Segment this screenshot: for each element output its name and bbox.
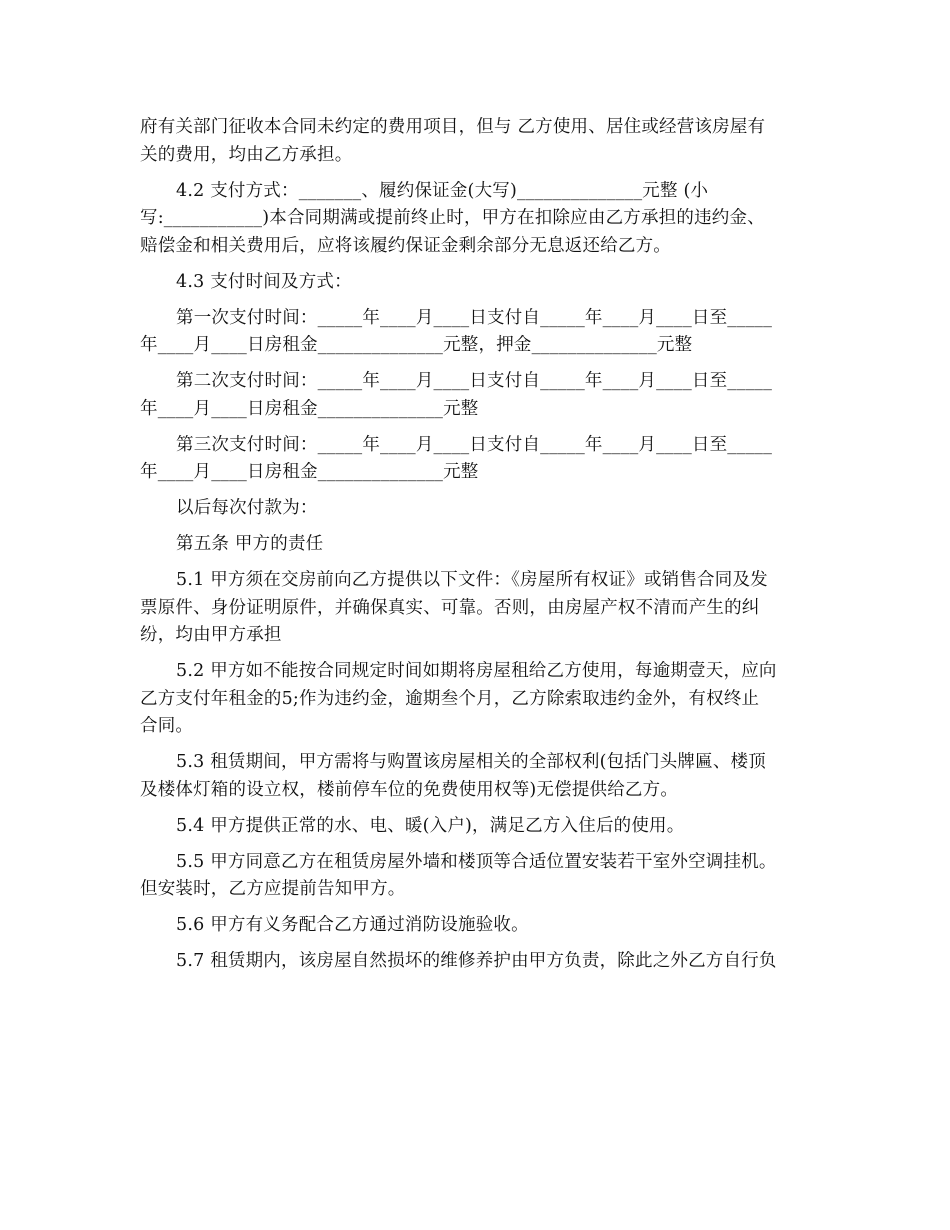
text-line: 5.2 甲方如不能按合同规定时间如期将房屋租给乙方使用，每逾期壹天，应向 [176,661,777,681]
text-line: 4.3 支付时间及方式： [176,271,352,292]
text-line: 年____月____日房租金______________元整，押金______________元整 [140,335,693,355]
text-line: 5.5 甲方同意乙方在租赁房屋外墙和楼顶等合适位置安装若干室外空调挂机。 [176,851,777,872]
clause-4-3 [140,269,820,297]
text-line: 5.7 租赁期内，该房屋自然损坏的维修养护由甲方负责，除此之外乙方自行负 [176,951,777,971]
text-line: 及楼体灯箱的设立权，楼前停车位的免费使用权等)无偿提供给乙方。 [140,779,679,800]
text-line: 5.3 租赁期间，甲方需将与购置该房屋相关的全部权利(包括门头牌匾、楼顶 [176,752,766,772]
text-line: 第三次支付时间：_____年____月____日支付自_____年____月____日至_____ [176,434,773,455]
text-line: 府有关部门征收本合同未约定的费用项目，但与 乙方使用、居住或经营该房屋有 [140,117,766,137]
clause-5-3 [140,749,820,804]
later-payments [140,495,820,523]
text-line: 第一次支付时间：_____年____月____日支付自_____年____月____日至_____ [176,307,773,328]
clause-5-5 [140,849,820,904]
clause-5-7 [140,948,820,976]
text-line: 合同。 [140,716,194,736]
text-line: 票原件、身份证明原件，并确保真实、可靠。否则，由房屋产权不清而产生的纠 [140,597,760,618]
clause-4-2 [140,178,820,261]
text-line: 纷，均由甲方承担 [140,625,282,645]
first-payment [140,305,820,360]
text-line: 第二次支付时间：_____年____月____日支付自_____年____月____日至_____ [176,371,773,391]
text-line: 5.6 甲方有义务配合乙方通过消防设施验收。 [176,915,529,935]
text-line: 年____月____日房租金______________元整 [140,462,479,482]
text-line: 乙方支付年租金的5;作为违约金，逾期叁个月，乙方除索取违约金外，有权终止 [140,688,760,709]
section-heading: 第五条 甲方的责任 [176,534,324,554]
text-line: 4.2 支付方式：_______、履约保证金(大写)______________元整 (小 [176,180,709,201]
document-body [140,114,820,984]
text-line: 写:___________)本合同期满或提前终止时，甲方在扣除应由乙方承担的违约金、 [140,208,765,228]
clause-5-4 [140,813,820,841]
clause-5-1 [140,567,820,650]
text-line: 年____月____日房租金______________元整 [140,398,479,419]
text-line: 但安装时，乙方应提前告知甲方。 [140,879,406,899]
text-line: 赔偿金和相关费用后，应将该履约保证金剩余部分无息返还给乙方。 [140,235,671,256]
clause-5-2 [140,658,820,741]
clause-5-6 [140,912,820,940]
text-line: 关的费用，均由乙方承担。 [140,144,353,165]
text-line: 5.4 甲方提供正常的水、电、暖(入户)，满足乙方入住后的使用。 [176,815,685,836]
text-line: 5.1 甲方须在交房前向乙方提供以下文件：《房屋所有权证》或销售合同及发 [176,570,768,590]
second-payment [140,368,820,423]
paragraph-continuation [140,114,820,169]
text-line: 以后每次付款为： [176,498,318,518]
third-payment [140,432,820,487]
article-5-heading [140,531,820,559]
